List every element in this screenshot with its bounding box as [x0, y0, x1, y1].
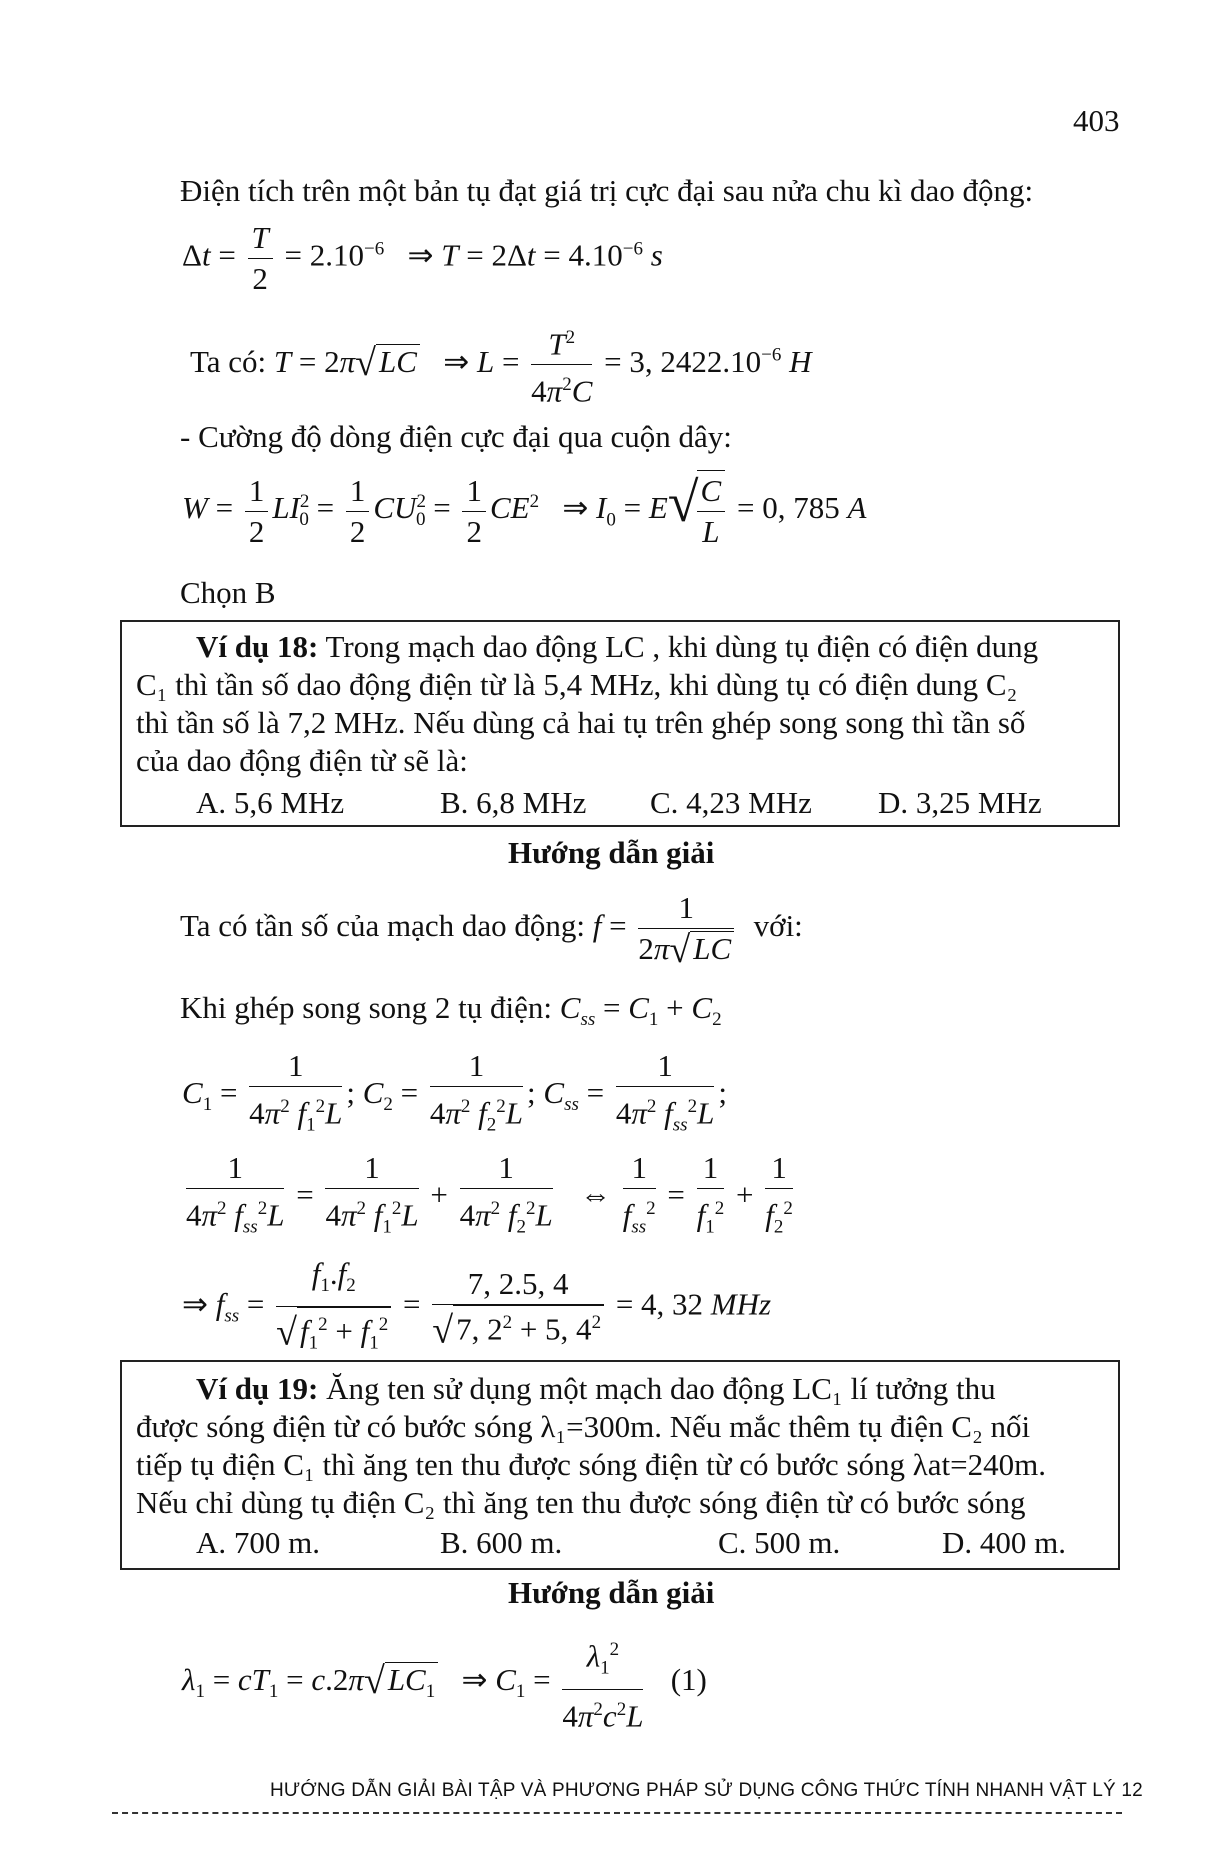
example-19-option-b: B. 600 m.	[440, 1525, 563, 1560]
with-label: với:	[753, 908, 803, 944]
example-18-line1: Ví dụ 18: Trong mạch dao động LC , khi dùng tụ điện có điện dung	[196, 629, 1039, 664]
parallel-intro: Khi ghép song song 2 tụ điện:	[180, 990, 552, 1025]
formula-fss-result: ⇒ $f_{ss}$ = $\frac{f_1.f_2}{√f_1^2 + f_1^2}$ = $\frac{7, 2.5, 4}{√7, 2^2 + 5, 4^2}$ = 4, 32 MHz	[182, 1254, 771, 1361]
formula-sum-relation: $\frac{1}{4\pi^2 f_{ss}^2L}$ = $\frac{1}{4\pi^2 f_1^2L}$ + $\frac{1}{4\pi^2 f_2^2L}$ ⇔ $\frac{1}{f_{ss}^2}$ = $\frac{1}{f_1^2}$ + $\frac{1}{f_2^2}$	[186, 1150, 793, 1238]
example-18-line3: thì tần số là 7,2 MHz. Nếu dùng cả hai tụ trên ghép song song thì tần số	[136, 705, 1026, 740]
example-19-line3: tiếp tụ điện C₁ thì ăng ten thu được sóng điện từ có bước sóng λat=240m.	[136, 1447, 1047, 1482]
example-18-label: Ví dụ 18:	[196, 629, 319, 664]
example-18-option-b: B. 6,8 MHz	[440, 785, 587, 820]
answer-choice: Chọn B	[180, 575, 276, 610]
example-19-line1: Ví dụ 19: Ăng ten sử dụng một mạch dao động LC₁ lí tưởng thu	[196, 1371, 996, 1406]
example-19-option-a: A. 700 m.	[196, 1525, 320, 1560]
formula-wavelength: $\lambda_1 = cT_1 = c.2\pi√LC_1$ ⇒ $C_1$ = $\frac{\lambda_1^2}{4\pi^2c^2L}$ (1)	[182, 1630, 707, 1736]
example-19-option-c: C. 500 m.	[718, 1525, 841, 1560]
solution-19-heading: Hướng dẫn giải	[508, 1575, 715, 1610]
formula-energy: W = $\frac{1}{2}$ $LI^2_0$ = $\frac{1}{2}$ $CU^2_0$ = $\frac{1}{2}$ $CE^2$ ⇒ $I_0 = E√$ $\frac{C}{L}$ = 0, 785 A	[182, 470, 866, 552]
example-19-line4: Nếu chỉ dùng tụ điện C₂ thì ăng ten thu được sóng điện từ có bước sóng	[136, 1485, 1026, 1520]
solution-18-heading: Hướng dẫn giải	[508, 835, 715, 870]
frequency-intro: Ta có tần số của mạch dao động:	[180, 908, 585, 944]
footer-divider	[112, 1812, 1122, 1814]
formula-capacitances: $C_1$ = $\frac{1}{4\pi^2 f_1^2L}$ ; $C_2$ = $\frac{1}{4\pi^2 f_2^2L}$ ; $C_{ss}$ = $\frac{1}{4\pi^2 f_{ss}^2L}$ ;	[182, 1048, 727, 1136]
example-18-line2: C₁ thì tần số dao động điện từ là 5,4 MHz, khi dùng tụ có điện dung C₂	[136, 667, 1018, 702]
example-18-option-d: D. 3,25 MHz	[878, 785, 1042, 820]
formula-inductance: Ta có: T = 2π√LC ⇒ L = $\frac{T^2}{4\pi^2C}$ = 3, $2422.10^{-6}$ H	[190, 318, 811, 412]
example-19-option-d: D. 400 m.	[942, 1525, 1066, 1560]
current-heading: - Cường độ dòng điện cực đại qua cuộn dây:	[180, 419, 732, 454]
page-footer: HƯỚNG DẪN GIẢI BÀI TẬP VÀ PHƯƠNG PHÁP SỬ DỤNG CÔNG THỨC TÍNH NHANH VẬT LÝ 12	[270, 1780, 1143, 1801]
intro-text: Điện tích trên một bản tụ đạt giá trị cực đại sau nửa chu kì dao động:	[180, 173, 1034, 208]
formula-parallel: Khi ghép song song 2 tụ điện: $C_{ss} = C_1 + C_2$	[180, 990, 722, 1031]
example-18-line4: của dao động điện từ sẽ là:	[136, 743, 468, 778]
ta-co-label: Ta có:	[190, 343, 267, 379]
example-18-option-a: A. 5,6 MHz	[196, 785, 345, 820]
example-19-label: Ví dụ 19:	[196, 1371, 319, 1406]
example-18-option-c: C. 4,23 MHz	[650, 785, 812, 820]
page-number: 403	[1073, 103, 1120, 138]
example-19-line2: được sóng điện từ có bước sóng λ₁=300m. Nếu mắc thêm tụ điện C₂ nối	[136, 1409, 1031, 1444]
formula-frequency: Ta có tần số của mạch dao động: f = $\frac{1}{2\pi√LC}$ với:	[180, 890, 803, 971]
formula-delta-t: Δt = $\frac{T}{2}$ = $2.10^{-6}$ ⇒ $T = 2\Delta t = 4.10^{-6}$ s	[182, 220, 663, 296]
